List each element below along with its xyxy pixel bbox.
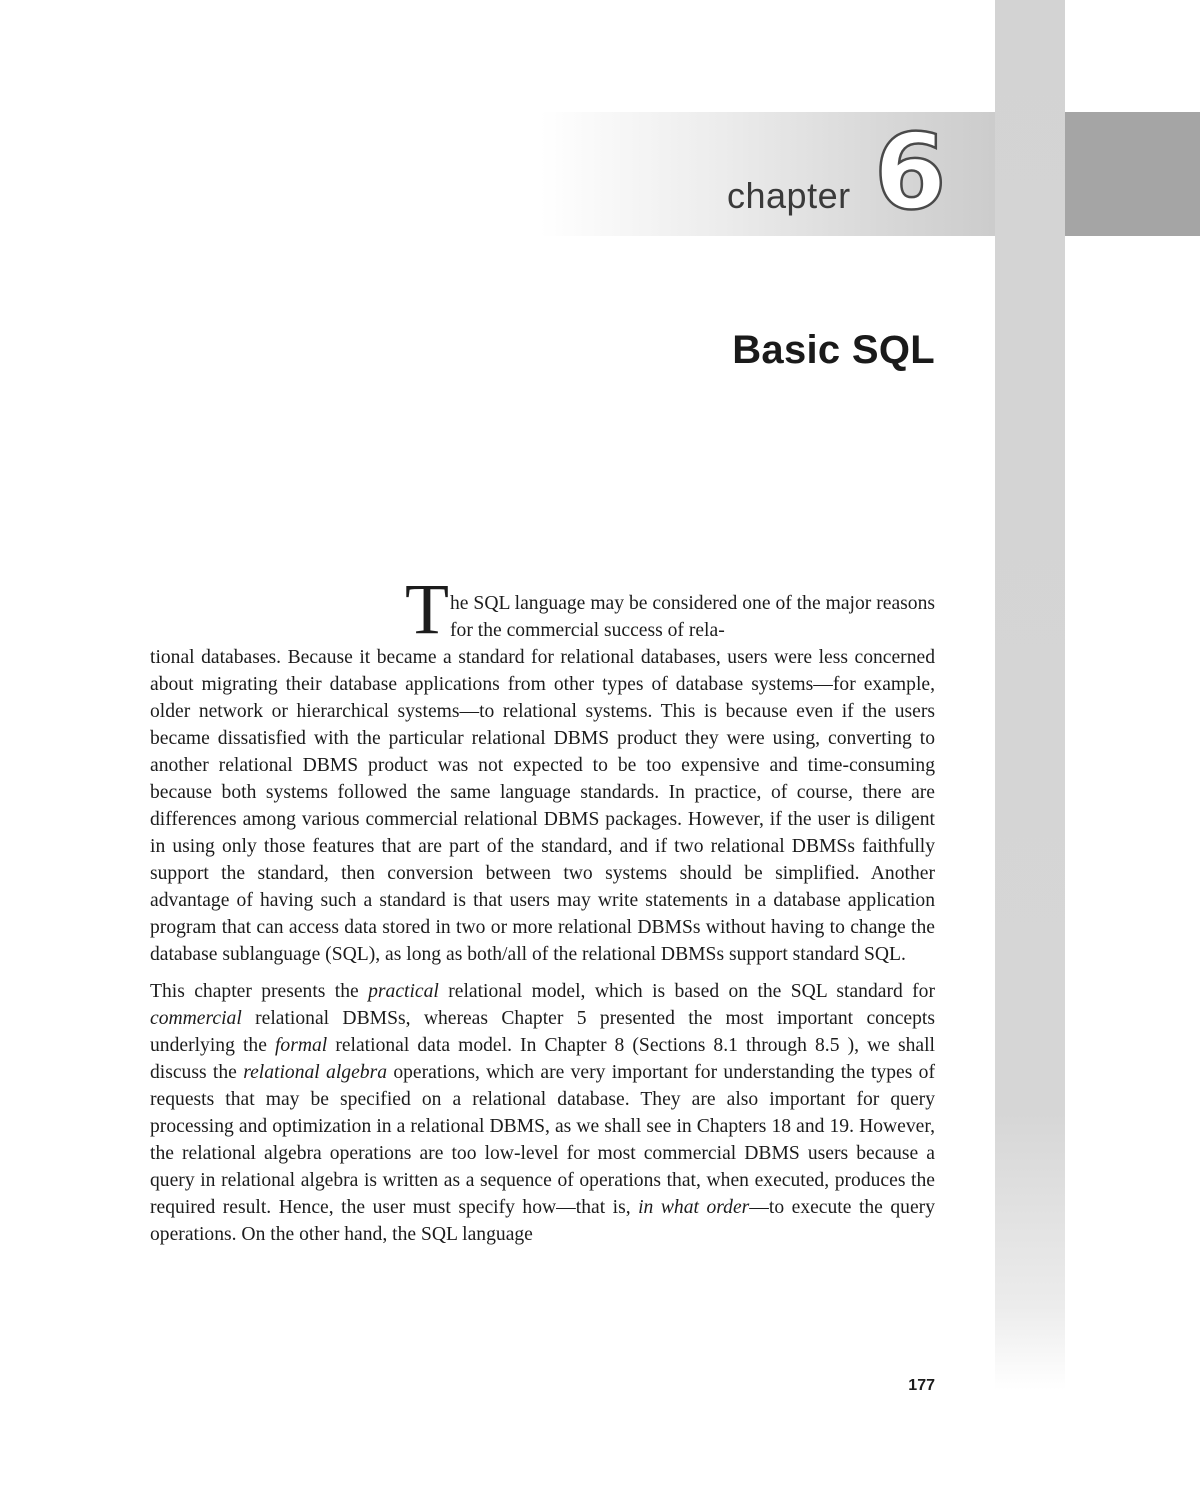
paragraph-1-rest: tional databases. Because it became a standard for relational databases, users were less concerned about migrating their database applications from other types of database systems—for example, older network or hierarchical systems—to relational systems. This is because even if the users became dissatisfied with the particular relational DBMS product they were using, converting to another relational DBMS product was not expected to be too expensive and time-consuming because both systems followed the same language standards. In practice, of course, there are differences among various commercial relational DBMS packages. However, if the user is diligent in using only those features that are part of the standard, and if two relational DBMSs faithfully support the standard, then conversion between two systems should be simplified. Another advantage of having such a standard is that users may write statements in a database application program that can access data stored in two or more relational DBMSs without having to change the database sublanguage (SQL), as long as both/all of the relational DBMSs support standard SQL. <box>150 647 935 965</box>
chapter-label: chapter <box>727 175 851 216</box>
paragraph-1 <box>150 569 935 968</box>
chapter-edge-tab <box>1065 112 1200 236</box>
p2-italic-relational-algebra: relational algebra <box>243 1062 388 1083</box>
p2-italic-formal: formal <box>274 1035 328 1056</box>
paragraph-2 <box>150 978 935 1248</box>
p2-text-1: This chapter presents the <box>150 981 369 1002</box>
side-gray-band <box>995 0 1065 1390</box>
p2-text-2: relational model, which is based on the SQL standard for <box>438 981 935 1002</box>
paragraph-1-lead: he SQL language may be considered one of the major reasons for the commercial success of rela- <box>450 593 935 641</box>
p2-italic-in-what-order: in what order <box>638 1197 750 1218</box>
drop-cap: T <box>405 569 449 649</box>
chapter-number: 6 <box>874 111 947 233</box>
p2-italic-commercial: commercial <box>150 1008 242 1029</box>
p2-text-5: operations, which are very important for understanding the types of requests that may be specified on a relational database. They are also important for query processing and optimization in a relational DBMS, as we shall see in Chapters 18 and 19. However, the relational algebra operations are too low-level for most commercial DBMS users because a query in relational algebra is written as a sequence of operations that, when executed, produces the required result. Hence, the user must specify how—that is, <box>150 1062 935 1218</box>
chapter-title: Basic SQL <box>732 328 935 372</box>
p2-italic-practical: practical <box>368 981 439 1002</box>
body-text <box>150 569 936 1248</box>
p2-text-6: —to execute the query operations. On the other hand, the SQL language <box>150 1197 935 1245</box>
p2-text-4: relational data model. In Chapter 8 (Sections 8.1 through 8.5 ), we shall discuss the <box>150 1035 936 1083</box>
p2-text-3: relational DBMSs, whereas Chapter 5 presented the most important concepts underlying the <box>150 1008 935 1056</box>
page-number: 177 <box>908 1377 935 1394</box>
